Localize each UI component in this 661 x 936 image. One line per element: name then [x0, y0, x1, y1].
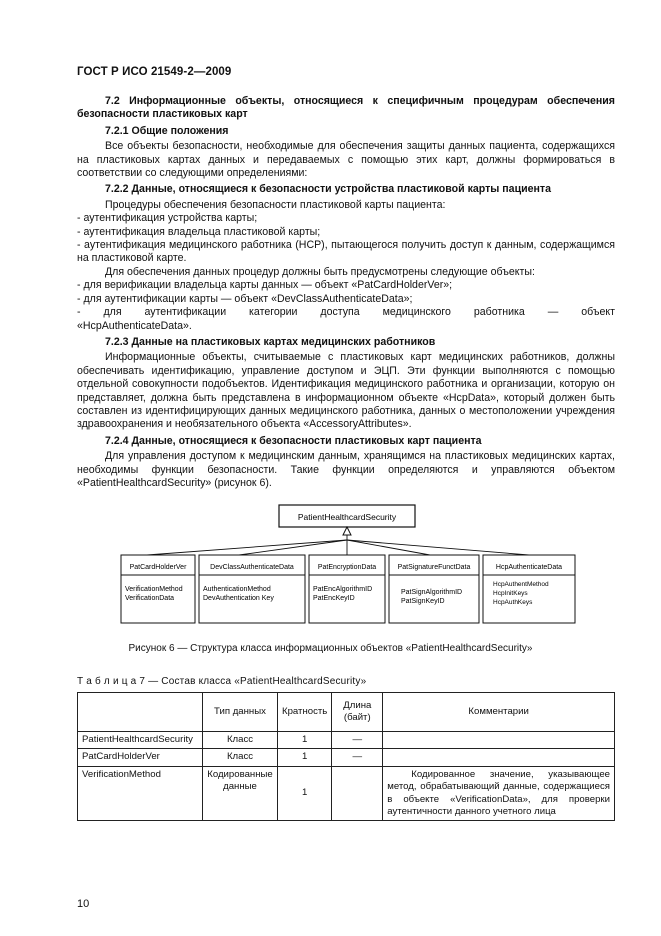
paragraph: Процедуры обеспечения безопасности пластиковой карты пациента:	[105, 198, 446, 211]
table-header-cell: Длина (байт)	[332, 693, 383, 732]
class-box-patsignaturefunctdata	[389, 555, 479, 623]
table-cell: 1	[278, 732, 332, 749]
list-item: - аутентификация медицинского работника (HCP), пытающегося получить доступ к данным, содержащимся на пластиковой карте.	[77, 239, 615, 265]
inheritance-arrow-icon	[343, 527, 351, 535]
table-cell: Класс	[203, 732, 278, 749]
class-structure-diagram	[119, 502, 579, 632]
paragraph: Все объекты безопасности, необходимые для обеспечения защиты данных пациента, содержащихся на пластиковых картах данных и передаваемых с помощью этих карт, должны формироваться в соответствии со следующими определениями:	[77, 140, 615, 180]
class-attribute: AuthenticationMethod	[203, 586, 271, 593]
class-box-patcardholderver	[121, 555, 195, 623]
class-name: HcpAuthenticateData	[495, 564, 563, 571]
table-header-cell: Комментарии	[383, 693, 615, 732]
class-attribute: VerificationMethod	[125, 586, 183, 593]
document-header: ГОСТ Р ИСО 21549-2—2009	[77, 66, 232, 78]
data-table	[77, 692, 615, 821]
class-box-hcpauthenticatedata	[483, 555, 575, 623]
table-cell: VerificationMethod	[78, 766, 203, 821]
class-attribute: PatSignKeyID	[401, 598, 445, 605]
class-attribute: VerificationData	[125, 595, 175, 602]
table-header-cell: Кратность	[278, 693, 332, 732]
table-cell: PatientHealthcardSecurity	[78, 732, 203, 749]
table-cell: —	[332, 749, 383, 766]
class-attribute: PatEncAlgorithmID	[313, 586, 373, 593]
table-cell: Кодированное значение, указывающее метод, обрабатывающий данные, содержащиеся в объекте «VerificationData», для проверки аутентичности данного учетного лица	[383, 766, 615, 821]
class-attribute: PatEncKeyID	[313, 595, 355, 602]
subsection-title-7-2-4: 7.2.4 Данные, относящиеся к безопасности пластиковых карт пациента	[105, 434, 482, 447]
root-class-name: PatientHealthcardSecurity	[297, 512, 397, 522]
list-item: - для верификации владельца карты данных — объект «PatCardHolderVer»;	[77, 279, 453, 292]
paragraph: Для обеспечения данных процедур должны быть предусмотрены следующие объекты:	[105, 265, 535, 278]
subsection-title-7-2-1: 7.2.1 Общие положения	[105, 124, 229, 137]
table-row	[78, 749, 615, 766]
table-cell	[383, 749, 615, 766]
table-caption: Т а б л и ц а 7 — Состав класса «PatientHealthcardSecurity»	[77, 676, 367, 687]
figure-caption: Рисунок 6 — Структура класса информационных объектов «PatientHealthcardSecurity»	[128, 643, 533, 654]
table-cell: 1	[278, 749, 332, 766]
class-name: PatEncryptionData	[317, 564, 377, 571]
class-box-patencryptiondata	[309, 555, 385, 623]
page-number: 10	[77, 898, 90, 910]
class-attribute: DevAuthentication Key	[203, 595, 274, 602]
list-item: - для аутентификации карты — объект «DevClassAuthenticateData»;	[77, 292, 413, 305]
table-cell	[383, 732, 615, 749]
table-cell: Класс	[203, 749, 278, 766]
list-item: - аутентификация владельца пластиковой карты;	[77, 225, 321, 238]
table-header-row	[78, 693, 615, 732]
subsection-title-7-2-3: 7.2.3 Данные на пластиковых картах медицинских работников	[105, 335, 436, 348]
table-cell	[332, 766, 383, 821]
table-header-cell: Тип данных	[203, 693, 278, 732]
list-item: - для аутентификации категории доступа медицинского работника — объект	[77, 306, 615, 319]
class-attribute: HcpInitKeys	[493, 590, 528, 597]
class-name: PatSignatureFunctData	[397, 564, 471, 571]
table-cell: Кодированные данные	[203, 766, 278, 821]
table-cell: PatCardHolderVer	[78, 749, 203, 766]
section-title: 7.2 Информационные объекты, относящиеся к специфичным процедурам обеспечения безопасности пластиковых карт	[77, 95, 615, 121]
class-name: PatCardHolderVer	[129, 564, 187, 571]
main-content	[77, 95, 615, 490]
list-item-continuation: «HcpAuthenticateData».	[77, 319, 192, 332]
table-row	[78, 766, 615, 821]
class-attribute: HcpAuthentMethod	[493, 581, 549, 588]
class-attribute: HcpAuthKeys	[493, 599, 533, 606]
table-header-cell	[78, 693, 203, 732]
table-row	[78, 732, 615, 749]
subsection-title-7-2-2: 7.2.2 Данные, относящиеся к безопасности устройства пластиковой карты пациента	[105, 183, 551, 196]
paragraph: Для управления доступом к медицинским данным, хранящимся на пластиковых медицинских картах, необходимы функции безопасности. Такие функции определяются и управляются объектом «PatientHealthcardSecurity» (рисунок 6).	[77, 450, 615, 489]
class-attribute: PatSignAlgorithmID	[401, 589, 463, 596]
table-cell: 1	[278, 766, 332, 821]
class-box-devclassauthenticatedata	[199, 555, 305, 623]
class-name: DevClassAuthenticateData	[210, 564, 294, 571]
connector-lines	[147, 535, 529, 555]
list-item: - аутентификация устройства карты;	[77, 212, 258, 225]
table-cell: —	[332, 732, 383, 749]
paragraph: Информационные объекты, считываемые с пластиковых карт медицинских работников, должны обеспечивать идентификацию, управление доступом и ЭЦП. Эти функции выполняются с помощью отдельной совокупности подобъектов. Идентификация медицинского работника и организации, которую он представляет, должна быть представлена в информационном объекте «HcpData», который должен быть составлен из идентифицирующих данных медицинского работника, данных о местоположении учреждения здравоохранения и необязательного объекта «AccessoryAttributes».	[77, 351, 615, 431]
